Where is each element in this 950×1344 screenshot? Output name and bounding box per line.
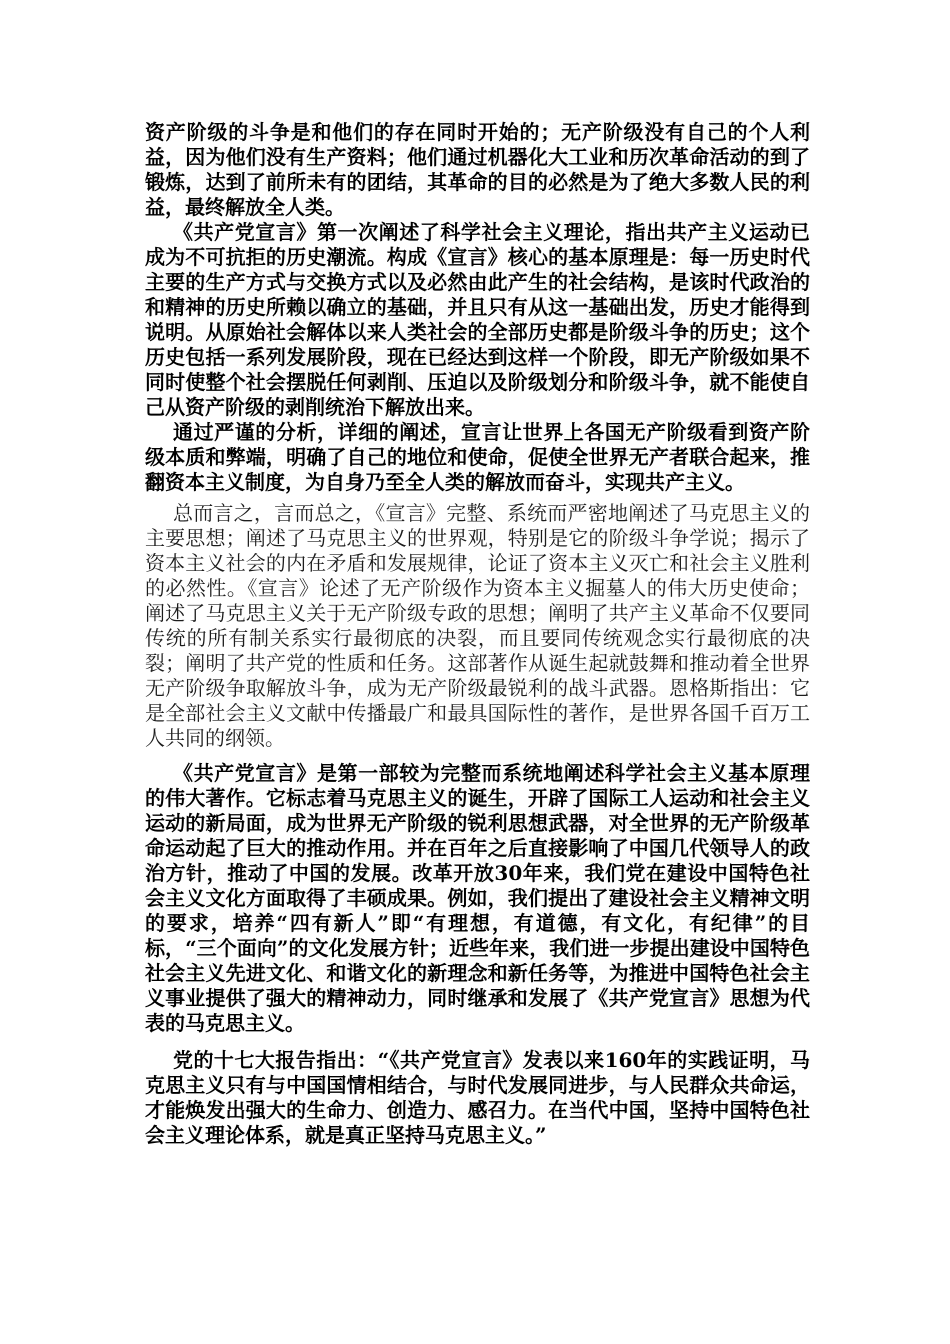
document-body	[145, 120, 810, 1148]
paragraph-summary: 总而言之，言而总之，《宣言》完整、系统而严密地阐述了马克思主义的主要思想；阐述了马克思主义的世界观，特别是它的阶级斗争学说；揭示了资本主义社会的内在矛盾和发展规律，论证了资本主义灭亡和社会主义胜利的必然性。《宣言》论述了无产阶级作为资本主义掘墓人的伟大历史使命；阐述了马克思主义关于无产阶级专政的思想；阐明了共产主义革命不仅要同传统的所有制关系实行最彻底的决裂，而且要同传统观念实行最彻底的决裂；阐明了共产党的性质和任务。这部著作从诞生起就鼓舞和推动着全世界无产阶级争取解放斗争，成为无产阶级最锐利的战斗武器。恩格斯指出：它是全部社会主义文献中传播最广和最具国际性的著作，是世界各国千百万工人共同的纲领。	[145, 501, 810, 750]
paragraph-seventeenth-congress: 党的十七大报告指出：“《共产党宣言》发表以来160年的实践证明，马克思主义只有与中国国情相结合，与时代发展同进步，与人民群众共命运，才能焕发出强大的生命力、创造力、感召力。在当代中国，坚持中国特色社会主义理论体系，就是真正坚持马克思主义。”	[145, 1048, 810, 1147]
paragraph-analysis: 通过严谨的分析，详细的阐述，宣言让世界上各国无产阶级看到资产阶级本质和弊端，明确了自己的地位和使命，促使全世界无产者联合起来，推翻资本主义制度，为自身乃至全人类的解放而奋斗，实现共产主义。	[145, 420, 810, 494]
paragraph-core-principles: 《共产党宣言》第一次阐述了科学社会主义理论，指出共产主义运动已成为不可抗拒的历史潮流。构成《宣言》核心的基本原理是：每一历史时代主要的生产方式与交换方式以及必然由此产生的社会结构，是该时代政治的和精神的历史所赖以确立的基础，并且只有从这一基础出发，历史才能得到说明。从原始社会解体以来人类社会的全部历史都是阶级斗争的历史；这个历史包括一系列发展阶段，现在已经达到这样一个阶段，即无产阶级如果不同时使整个社会摆脱任何剥削、压迫以及阶级划分和阶级斗争，就不能使自己从资产阶级的剥削统治下解放出来。	[145, 220, 810, 419]
paragraph-significance: 《共产党宣言》是第一部较为完整而系统地阐述科学社会主义基本原理的伟大著作。它标志着马克思主义的诞生，开辟了国际工人运动和社会主义运动的新局面，成为世界无产阶级的锐利思想武器，对全世界的无产阶级革命运动起了巨大的推动作用。并在百年之后直接影响了中国几代领导人的政治方针，推动了中国的发展。改革开放30年来，我们党在建设中国特色社会主义文化方面取得了丰硕成果。例如，我们提出了建设社会主义精神文明的要求，培养“四有新人”即“有理想，有道德，有文化，有纪律”的目标，“三个面向”的文化发展方针；近些年来，我们进一步提出建设中国特色社会主义先进文化、和谐文化的新理念和新任务等，为推进中国特色社会主义事业提供了强大的精神动力，同时继承和发展了《共产党宣言》思想为代表的马克思主义。	[145, 761, 810, 1035]
paragraph-continuation: 资产阶级的斗争是和他们的存在同时开始的；无产阶级没有自己的个人利益，因为他们没有生产资料；他们通过机器化大工业和历次革命活动的到了锻炼，达到了前所未有的团结，其革命的目的必然是为了绝大多数人民的利益，最终解放全人类。	[145, 120, 810, 219]
